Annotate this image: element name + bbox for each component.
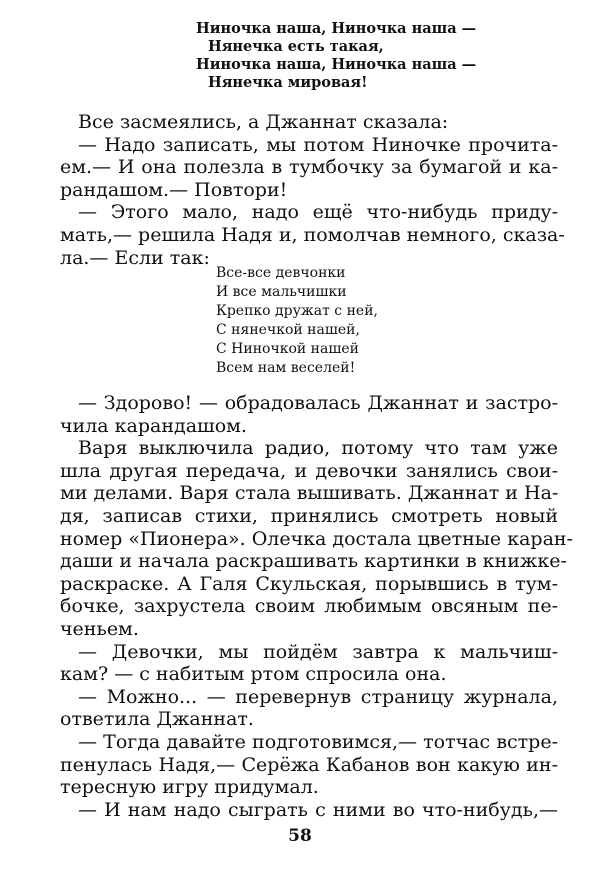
text-line: мать,— решила Надя и, помолчав немного, сказа- [60,223,565,246]
poem-line: Нянечка мировая! [208,74,368,91]
page-number: 58 [288,826,312,846]
text-line: ответила Джаннат. [60,708,254,731]
text-line: — Надо записать, мы потом Ниночке прочита- [78,133,558,156]
text-line: Все засмеялись, а Джаннат сказала: [78,111,449,133]
text-line: рандашом.— Повтори! [60,178,288,201]
poem-line: И все мальчишки [216,284,347,300]
text-line: ла.— Если так: [60,246,210,269]
poem-line: Ниночка наша, Ниночка наша — [196,56,477,73]
text-line: ченьем. [60,617,139,640]
text-line: Варя выключила радио, потому что там уже [78,437,558,460]
poem-stanza-2 [216,264,378,378]
poem-line: Ниночка наша, Ниночка наша — [196,20,477,37]
poem-line: Все-все девчонки [216,265,346,281]
poem-line: С Ниночкой нашей [216,341,359,357]
poem-stanza-1 [196,20,476,92]
text-line: чила карандашом. [60,414,247,437]
poem-line: Крепко дружат с ней, [216,303,378,319]
text-line: ми делами. Варя стала вышивать. Джаннат и На- [60,482,559,505]
text-line: пенулась Надя,— Серёжа Кабанов вон какую ин- [60,753,558,776]
text-line: дя, записав стихи, принялись смотреть новый [60,504,558,527]
text-line: номер «Пионера». Олечка достала цветные каран- [60,527,573,550]
text-line: тересную игру придумал. [60,776,319,799]
text-line: даши и начала раскрашивать картинки в книжке- [60,550,567,573]
text-line: бочке, захрустела своим любимым овсяным пе- [60,595,558,618]
text-line: — Девочки, мы пойдём завтра к мальчиш- [78,640,558,663]
poem-line: Нянечка есть такая, [208,38,384,55]
text-line: кам? — с набитым ртом спросила она. [60,663,447,686]
text-line: — И нам надо сыграть с ними во что-нибудь,— [78,798,558,821]
prose-block-1 [60,111,565,269]
text-line: — Здорово! — обрадовалась Джаннат и застро- [78,392,558,414]
text-line: — Можно... — перевернув страницу журнала, [78,685,558,708]
poem-line: С нянечкой нашей, [216,322,360,338]
text-line: — Тогда давайте подготовимся,— тотчас встре- [78,730,558,753]
text-line: — Этого мало, надо ещё что-нибудь приду- [78,201,558,224]
text-line: ем.— И она полезла в тумбочку за бумагой и ка- [60,156,558,179]
prose-block-2 [60,392,573,821]
poem-line: Всем нам веселей! [216,360,356,376]
text-line: шла другая передача, и девочки занялись свои- [60,459,558,482]
text-line: раскраске. А Галя Скульская, порывшись в тум- [60,572,558,595]
